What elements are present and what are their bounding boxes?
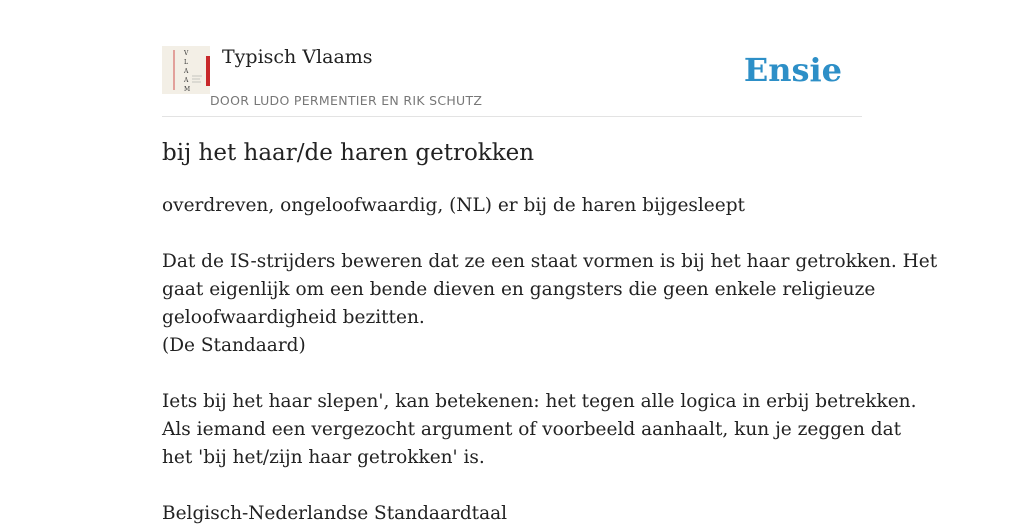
dictionary-logo[interactable] [162, 46, 210, 94]
blank-line [162, 220, 862, 248]
svg-text:V: V [184, 50, 189, 57]
explanation-line: het 'bij het/zijn haar getrokken' is. [162, 447, 485, 468]
svg-text:L: L [184, 59, 188, 66]
example-line: gaat eigenlijk om een bende dieven en gangsters die geen enkele religieuze [162, 279, 876, 300]
svg-text:A: A [184, 68, 189, 75]
svg-text:A: A [184, 77, 189, 84]
dictionary-name-link[interactable]: Typisch Vlaams [222, 46, 373, 68]
entry-term-title: bij het haar/de haren getrokken [162, 140, 535, 166]
entry-definition [162, 192, 938, 528]
blank-line [162, 360, 862, 388]
blank-line [162, 472, 862, 500]
svg-text:M: M [184, 86, 191, 93]
example-line: geloofwaardigheid bezitten. [162, 307, 425, 328]
example-line: Dat de IS-strijders beweren dat ze een staat vormen is bij het haar getrokken. Het [162, 251, 938, 272]
dictionary-header [162, 46, 862, 117]
book-cover-icon [162, 46, 210, 94]
dictionary-authors: DOOR LUDO PERMENTIER EN RIK SCHUTZ [210, 93, 483, 108]
example-source: (De Standaard) [162, 335, 306, 356]
explanation-line: Iets bij het haar slepen', kan betekenen: het tegen alle logica in erbij betrekken. [162, 391, 917, 412]
explanation-line: Als iemand een vergezocht argument of voorbeeld aanhaalt, kun je zeggen dat [162, 419, 902, 440]
entry-page [162, 0, 938, 524]
definition-line: overdreven, ongeloofwaardig, (NL) er bij de haren bijgesleept [162, 195, 745, 216]
language-label: Belgisch-Nederlandse Standaardtaal [162, 503, 508, 524]
ensie-logo-link[interactable]: Ensie [743, 51, 842, 89]
